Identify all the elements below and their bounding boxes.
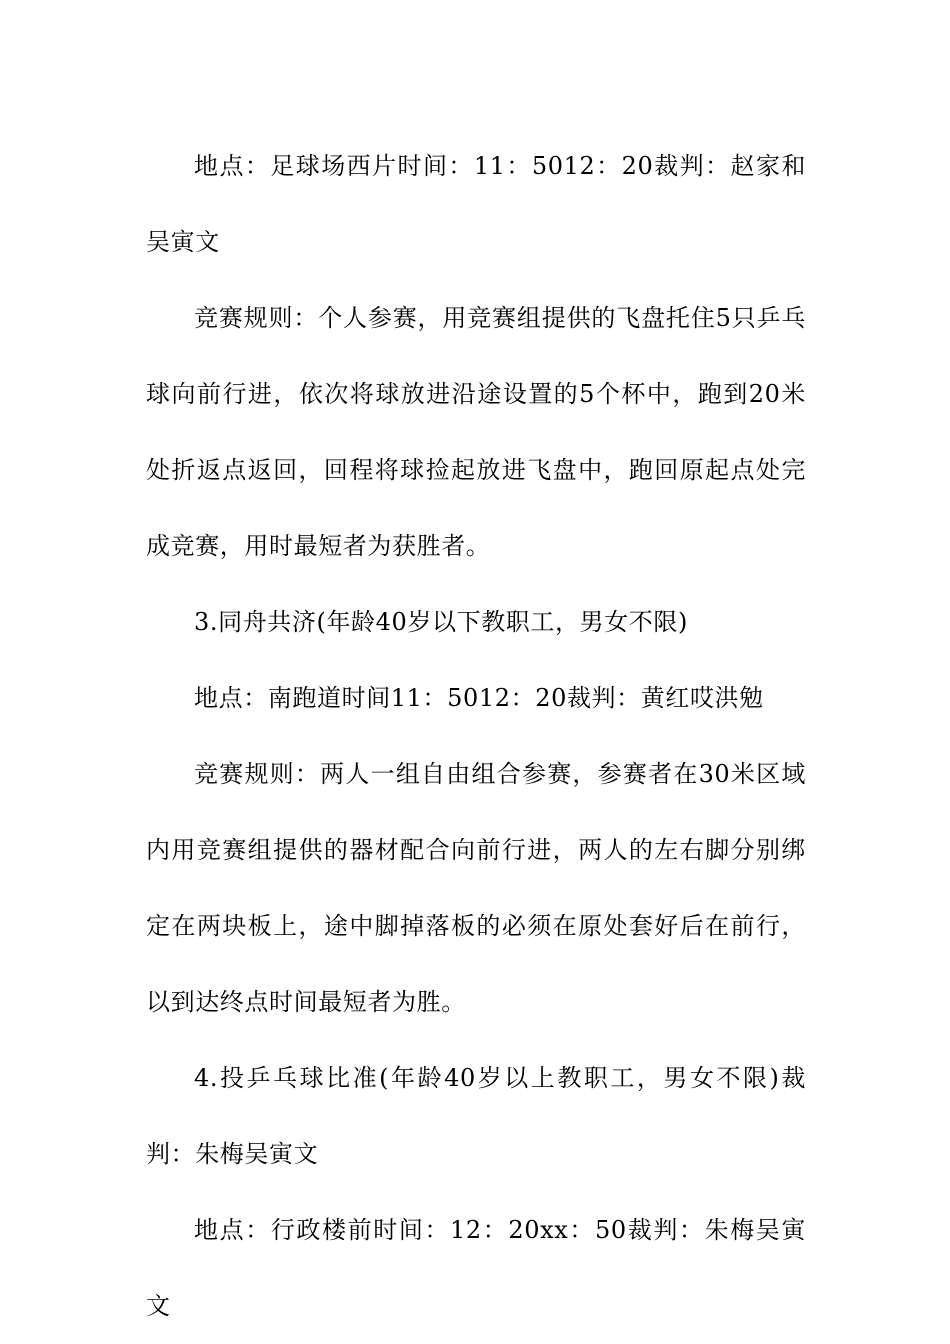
document-body (146, 128, 806, 1344)
paragraph-rules-frisbee: 竞赛规则：个人参赛，用竞赛组提供的飞盘托住5只乒乓球向前行进，依次将球放进沿途设置的5个杯中，跑到20米处折返点返回，回程将球捡起放进飞盘中，跑回原起点处完成竞赛，用时最短者为获胜者。 (146, 304, 806, 560)
paragraph-venue-event-4: 地点：行政楼前时间：12：20xx：50裁判：朱梅吴寅文 (146, 1216, 806, 1320)
paragraph-venue-frisbee: 地点：足球场西片时间：11：5012：20裁判：赵家和吴寅文 (146, 152, 806, 256)
paragraph-venue-event-3: 地点：南跑道时间11：5012：20裁判：黄红哎洪勉 (194, 684, 764, 712)
paragraph-event-3-title: 3.同舟共济(年龄40岁以下教职工，男女不限) (194, 608, 688, 636)
paragraph-event-4-title: 4.投乒乓球比准(年龄40岁以上教职工，男女不限)裁判：朱梅吴寅文 (146, 1064, 806, 1168)
paragraph-rules-event-3: 竞赛规则：两人一组自由组合参赛，参赛者在30米区域内用竞赛组提供的器材配合向前行进，两人的左右脚分别绑定在两块板上，途中脚掉落板的必须在原处套好后在前行，以到达终点时间最短者为胜。 (146, 760, 806, 1016)
